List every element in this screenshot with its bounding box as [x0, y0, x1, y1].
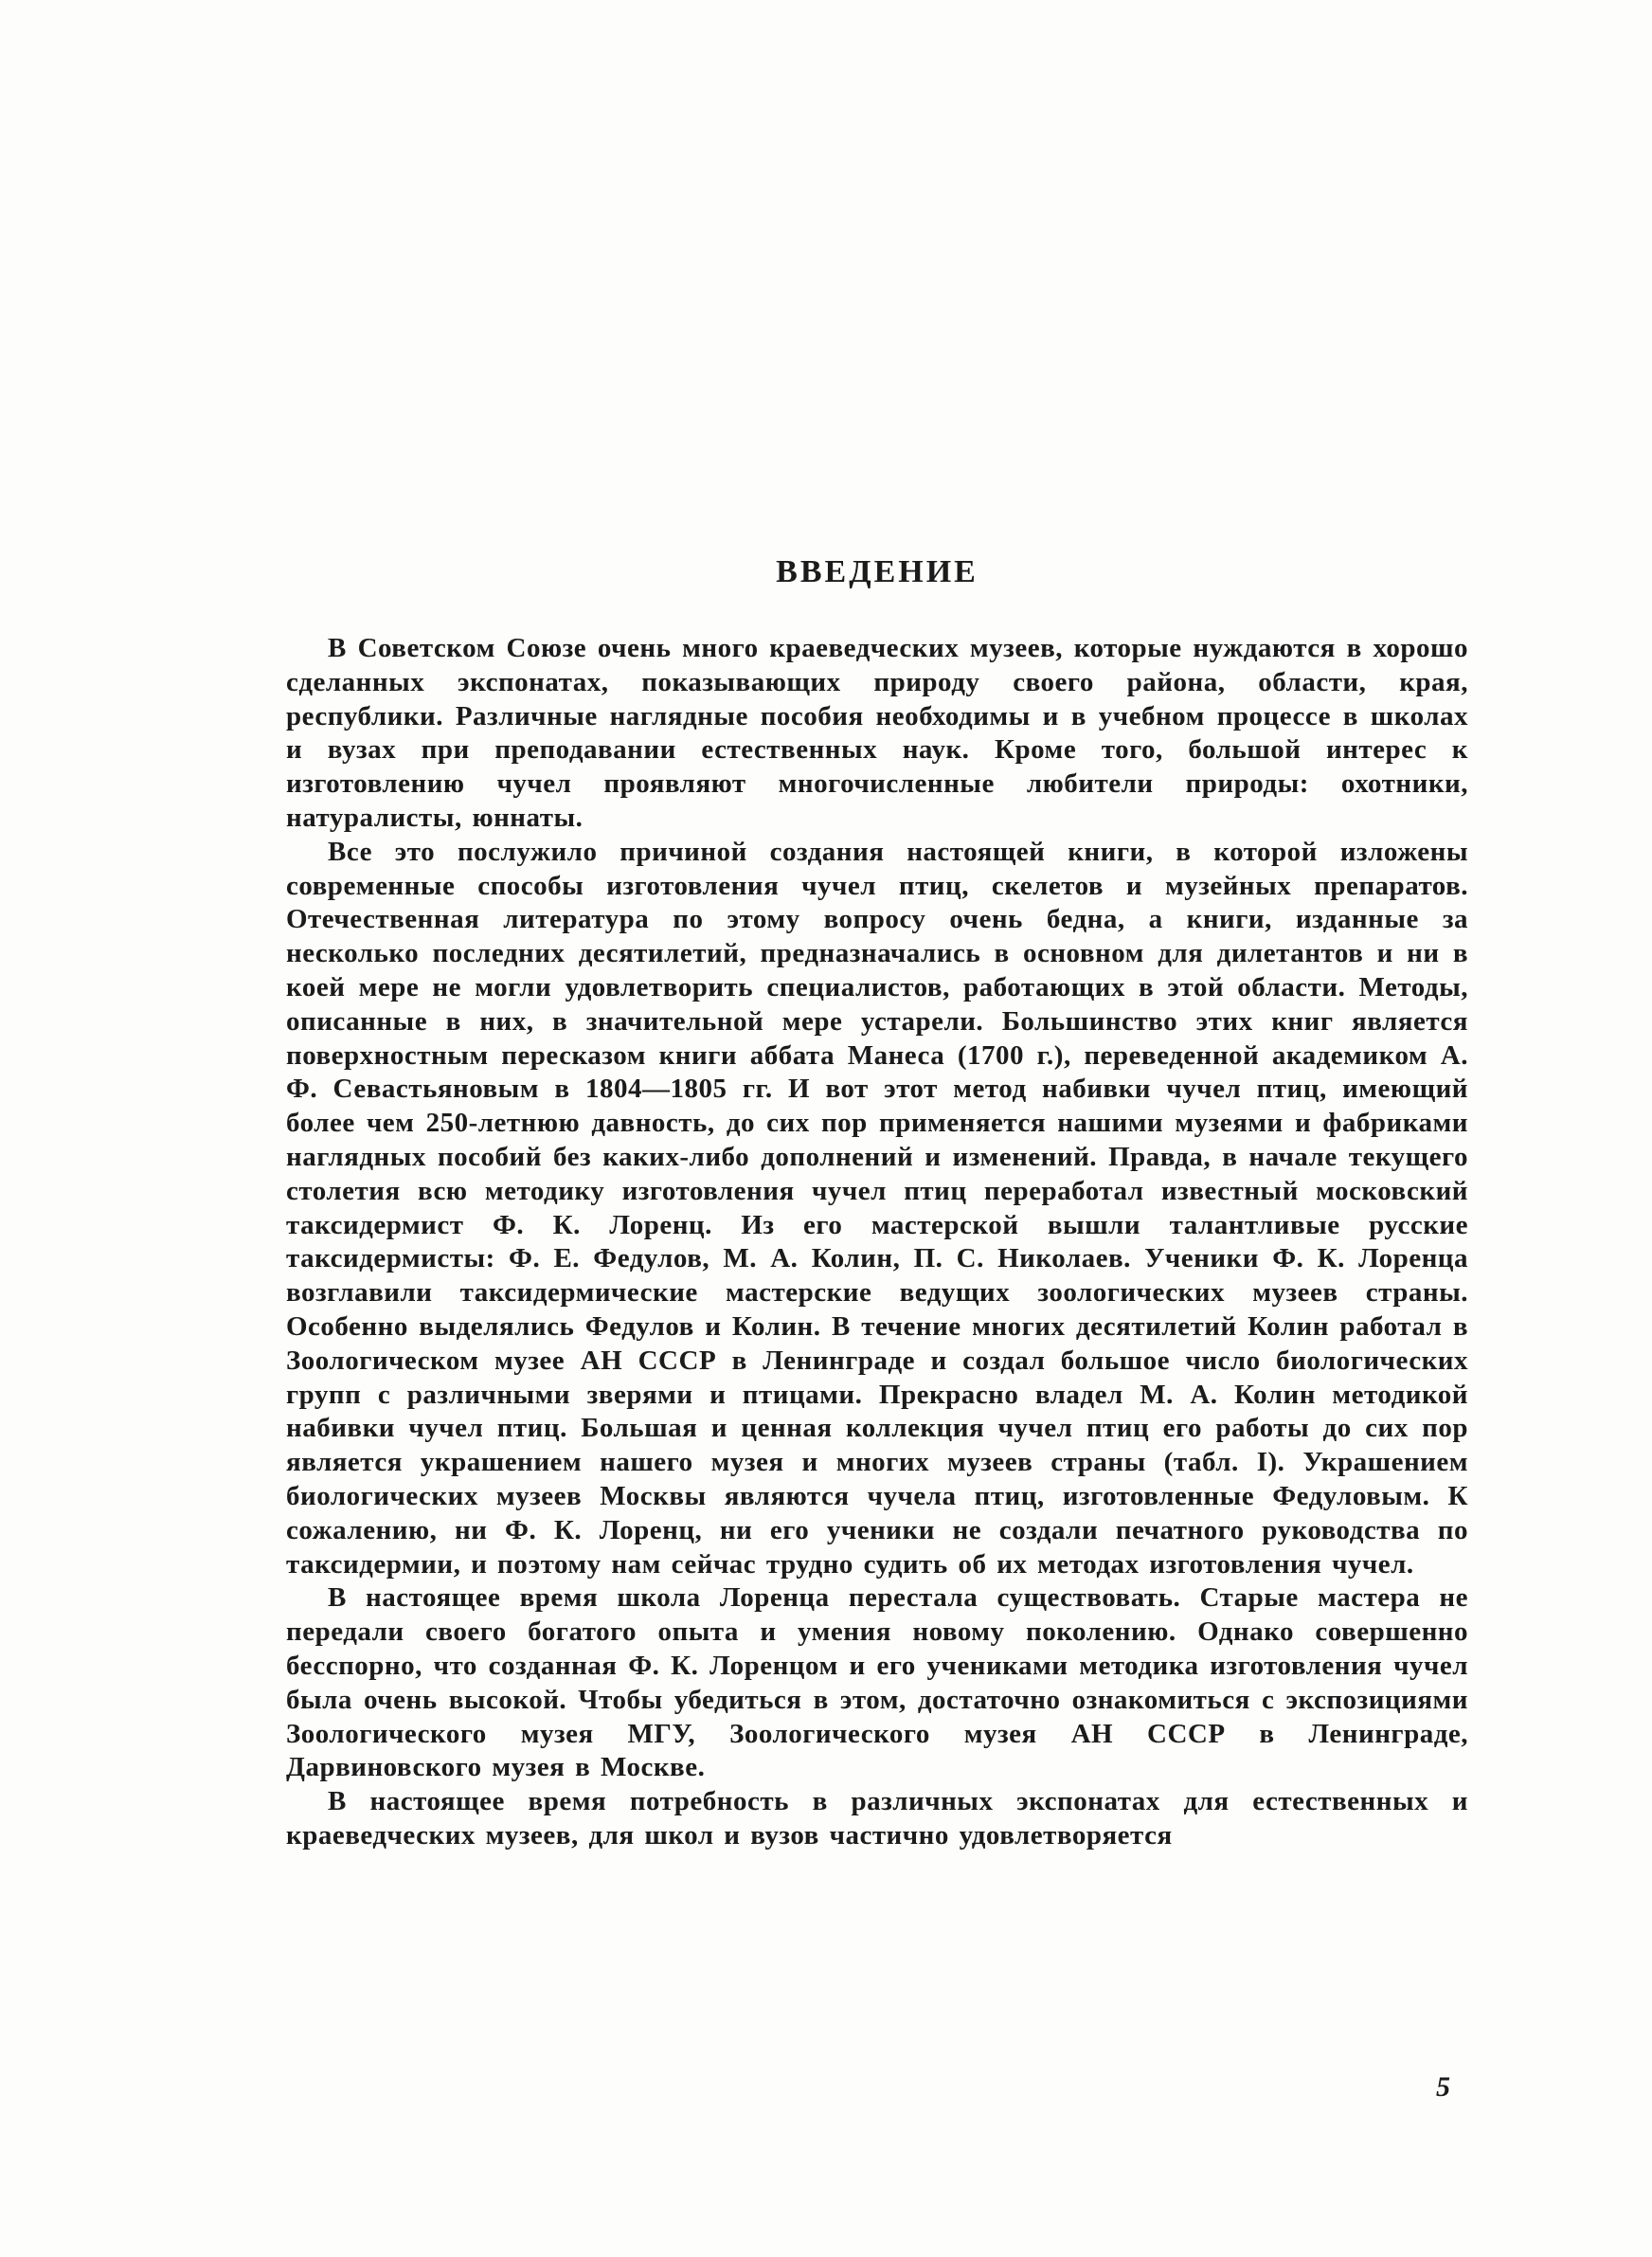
paragraph: В настоящее время потребность в различных экспонатах для естественных и краеведческих музеев, для школ и вузов частично удовлетворяется: [286, 1786, 1468, 1851]
section-title: ВВЕДЕНИЕ: [776, 554, 979, 589]
paragraph: В Советском Союзе очень много краеведческих музеев, которые нуждаются в хорошо сделанных экспонатах, показывающих природу своего района, области, края, республики. Различные наглядные пособия необходимы и в учебном процессе в школах и вузах при преподавании естественных наук. Кроме того, большой интерес к изготовлению чучел проявляют многочисленные любители природы: охотники, натуралисты, юннаты.: [286, 633, 1468, 833]
text-block: [286, 554, 1468, 1853]
paragraph: Все это послужило причиной создания настоящей книги, в которой изложены современные способы изготовления чучел птиц, скелетов и музейных препаратов. Отечественная литература по этому вопросу очень бедна, а книги, изданные за несколько последних десятилетий, предназначались в основном для дилетантов и ни в коей мере не могли удовлетворить специалистов, работающих в этой области. Методы, описанные в них, в значительной мере устарели. Большинство этих книг является поверхностным пересказом книги аббата Манеса (1700 г.), переведенной академиком А. Ф. Севастьяновым в 1804—1805 гг. И вот этот метод набивки чучел птиц, имеющий более чем 250-летнюю давность, до сих пор применяется нашими музеями и фабриками наглядных пособий без каких-либо дополнений и изменений. Правда, в начале текущего столетия всю методику изготовления чучел птиц переработал известный московский таксидермист Ф. К. Лоренц. Из его мастерской вышли талантливые русские таксидермисты: Ф. Е. Федулов, М. А. Колин, П. С. Николаев. Ученики Ф. К. Лоренца возглавили таксидермические мастерские ведущих зоологических музеев страны. Особенно выделялись Федулов и Колин. В течение многих десятилетий Колин работал в Зоологическом музее АН СССР в Ленинграде и создал большое число биологических групп с различными зверями и птицами. Прекрасно владел М. А. Колин методикой набивки чучел птиц. Большая и ценная коллекция чучел птиц его работы до сих пор является украшением нашего музея и многих музеев страны (табл. I). Украшением биологических музеев Москвы являются чучела птиц, изготовленные Федуловым. К сожалению, ни Ф. К. Лоренц, ни его ученики не создали печатного руководства по таксидермии, и поэтому нам сейчас трудно судить об их методах изготовления чучел.: [286, 836, 1468, 1580]
page-number: 5: [1436, 2071, 1450, 2103]
paragraph: В настоящее время школа Лоренца перестала существовать. Старые мастера не передали своего богатого опыта и умения новому поколению. Однако совершенно бесспорно, что созданная Ф. К. Лоренцом и его учениками методика изготовления чучел была очень высокой. Чтобы убедиться в этом, достаточно ознакомиться с экспозициями Зоологического музея МГУ, Зоологического музея АН СССР в Ленинграде, Дарвиновского музея в Москве.: [286, 1582, 1468, 1783]
